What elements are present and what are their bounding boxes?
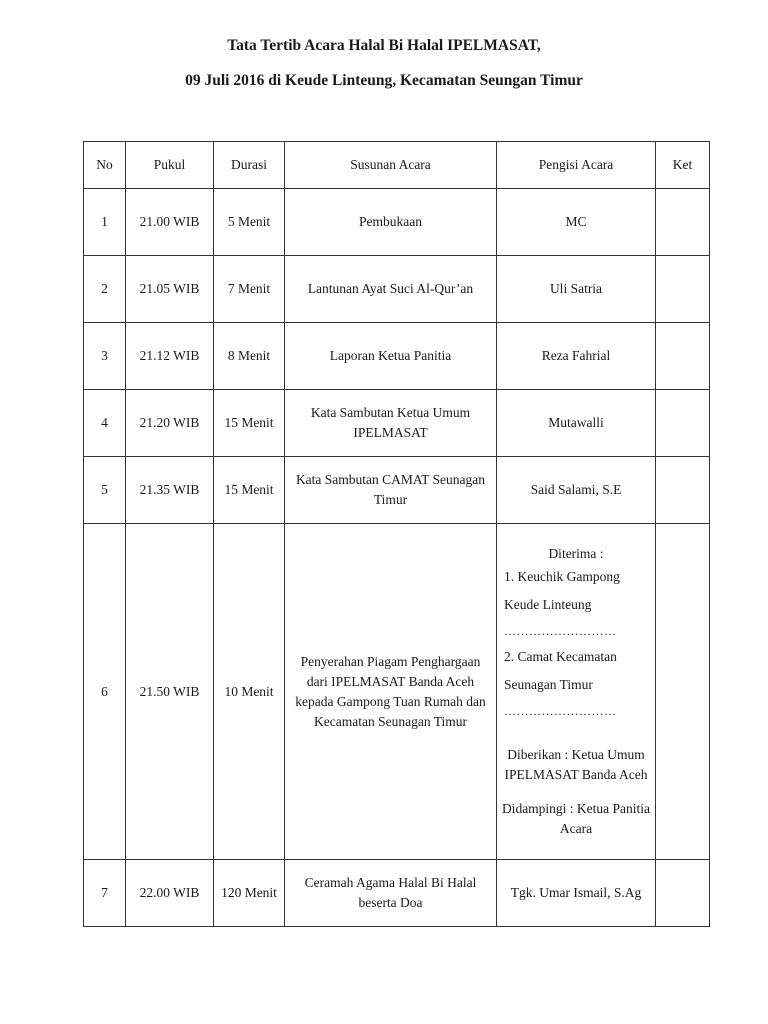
recipient-2-line1: 2. Camat Kecamatan bbox=[504, 648, 617, 664]
cell-pukul: 21.35 WIB bbox=[126, 457, 214, 524]
cell-durasi: 8 Menit bbox=[214, 323, 285, 390]
cell-ket bbox=[656, 256, 710, 323]
header-ket: Ket bbox=[656, 142, 710, 189]
cell-durasi: 7 Menit bbox=[214, 256, 285, 323]
cell-pengisi: Uli Satria bbox=[497, 256, 656, 323]
recipient-1-line1: 1. Keuchik Gampong bbox=[504, 568, 620, 584]
cell-susunan: Penyerahan Piagam Penghargaan dari IPELMASAT Banda Aceh kepada Gampong Tuan Rumah dan Kecamatan Seunagan Timur bbox=[285, 524, 497, 860]
cell-ket bbox=[656, 457, 710, 524]
cell-pengisi: MC bbox=[497, 189, 656, 256]
table-row bbox=[84, 323, 710, 390]
recipient-1-line2: Keude Linteung bbox=[504, 596, 592, 612]
header-susunan-acara: Susunan Acara bbox=[285, 142, 497, 189]
schedule-table bbox=[83, 141, 710, 927]
cell-pengisi: Said Salami, S.E bbox=[497, 457, 656, 524]
header-durasi: Durasi bbox=[214, 142, 285, 189]
cell-pengisi: Mutawalli bbox=[497, 390, 656, 457]
table-row bbox=[84, 256, 710, 323]
table-row bbox=[84, 189, 710, 256]
cell-ket bbox=[656, 860, 710, 927]
cell-durasi: 5 Menit bbox=[214, 189, 285, 256]
signature-line-1: ……………………… bbox=[504, 623, 617, 638]
cell-durasi: 120 Menit bbox=[214, 860, 285, 927]
cell-pukul: 22.00 WIB bbox=[126, 860, 214, 927]
cell-susunan: Kata Sambutan Ketua Umum IPELMASAT bbox=[285, 390, 497, 457]
cell-no: 3 bbox=[84, 323, 126, 390]
cell-susunan: Kata Sambutan CAMAT Seunagan Timur bbox=[285, 457, 497, 524]
cell-pengisi bbox=[497, 524, 656, 860]
cell-pukul: 21.05 WIB bbox=[126, 256, 214, 323]
header-pengisi-acara: Pengisi Acara bbox=[497, 142, 656, 189]
header-no: No bbox=[84, 142, 126, 189]
header-pukul: Pukul bbox=[126, 142, 214, 189]
cell-no: 1 bbox=[84, 189, 126, 256]
cell-durasi: 15 Menit bbox=[214, 457, 285, 524]
cell-pukul: 21.12 WIB bbox=[126, 323, 214, 390]
cell-no: 6 bbox=[84, 524, 126, 860]
table-row bbox=[84, 390, 710, 457]
cell-no: 2 bbox=[84, 256, 126, 323]
cell-pukul: 21.20 WIB bbox=[126, 390, 214, 457]
cell-pengisi: Reza Fahrial bbox=[497, 323, 656, 390]
diberikan-text: Diberikan : Ketua Umum IPELMASAT Banda Aceh bbox=[504, 746, 648, 782]
cell-pukul: 21.00 WIB bbox=[126, 189, 214, 256]
cell-no: 5 bbox=[84, 457, 126, 524]
diterima-label: Diterima : bbox=[548, 545, 604, 561]
cell-susunan: Pembukaan bbox=[285, 189, 497, 256]
signature-line-2: ……………………… bbox=[504, 703, 617, 718]
cell-no: 4 bbox=[84, 390, 126, 457]
recipient-2-line2: Seunagan Timur bbox=[504, 676, 593, 692]
cell-susunan: Ceramah Agama Halal Bi Halal beserta Doa bbox=[285, 860, 497, 927]
cell-susunan: Laporan Ketua Panitia bbox=[285, 323, 497, 390]
table-row bbox=[84, 524, 710, 860]
cell-ket bbox=[656, 390, 710, 457]
cell-no: 7 bbox=[84, 860, 126, 927]
cell-ket bbox=[656, 524, 710, 860]
document-subtitle: 09 Juli 2016 di Keude Linteung, Kecamatan Seungan Timur bbox=[185, 72, 583, 89]
cell-ket bbox=[656, 189, 710, 256]
table-header-row bbox=[84, 142, 710, 189]
table-row bbox=[84, 860, 710, 927]
cell-durasi: 10 Menit bbox=[214, 524, 285, 860]
table-row bbox=[84, 457, 710, 524]
cell-susunan: Lantunan Ayat Suci Al-Qur’an bbox=[285, 256, 497, 323]
cell-durasi: 15 Menit bbox=[214, 390, 285, 457]
cell-pukul: 21.50 WIB bbox=[126, 524, 214, 860]
document-title: Tata Tertib Acara Halal Bi Halal IPELMASAT, bbox=[227, 37, 541, 54]
cell-ket bbox=[656, 323, 710, 390]
cell-pengisi: Tgk. Umar Ismail, S.Ag bbox=[497, 860, 656, 927]
didampingi-text: Didampingi : Ketua Panitia Acara bbox=[501, 800, 651, 836]
